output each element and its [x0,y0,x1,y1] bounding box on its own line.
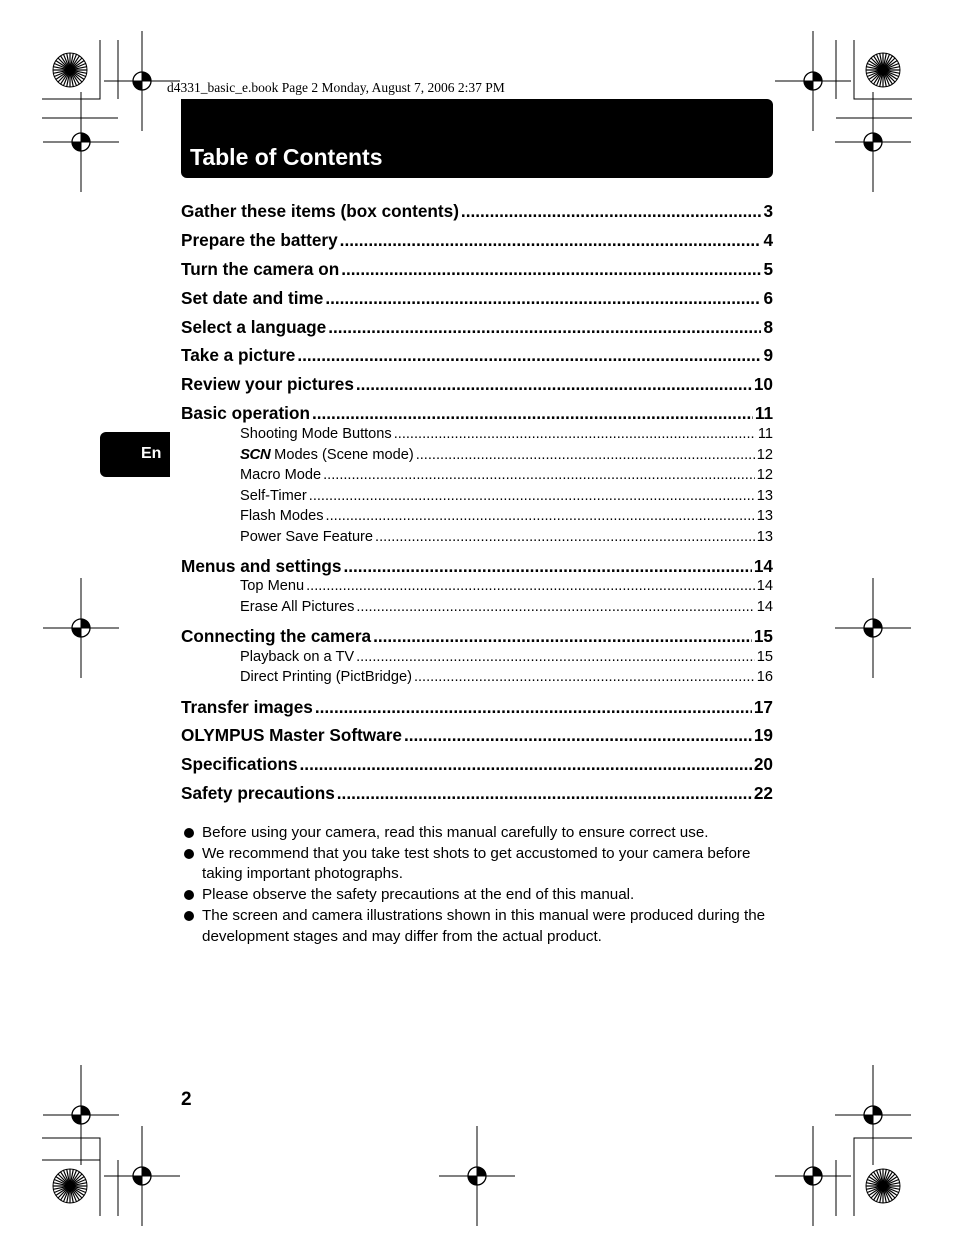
dot-leader [416,447,755,463]
toc-entry-page: 20 [753,754,773,774]
bullet-icon [184,911,194,921]
toc-entry-text: Specifications [181,754,298,774]
toc-entry [181,626,773,648]
page-title: Table of Contents [190,144,383,170]
toc-entry-page: 11 [754,403,773,423]
toc-entry-label [240,426,392,442]
bullet-icon [184,828,194,838]
toc-entry-text: Review your pictures [181,374,354,394]
toc-entry-label [240,578,304,594]
toc-entry [240,426,773,445]
toc-entry [181,725,773,747]
dot-leader [461,201,762,222]
toc-entry [181,783,773,805]
notes-list [184,823,774,947]
note-item [184,844,774,885]
toc-entry-text: Self-Timer [240,488,307,504]
toc-entry-text: Select a language [181,317,327,337]
toc-entry-label [240,599,354,615]
toc-entry [181,230,773,252]
dot-leader [341,259,761,280]
toc-entry-label [240,669,412,685]
toc-entry [181,259,773,281]
toc-entry-label [181,725,402,746]
toc-entry [240,446,773,465]
toc-entry-page: 13 [756,529,773,545]
toc-entry-label [181,345,295,366]
toc-entry-page: 3 [763,201,773,221]
dot-leader [315,697,752,718]
toc-entry [240,467,773,486]
dot-leader [323,467,755,483]
note-item [184,906,774,947]
toc-entry-label [240,488,307,504]
dot-leader [312,403,753,424]
toc-entry-text: Top Menu [240,578,305,594]
toc-entry-page: 13 [756,508,773,524]
toc-entry-label [181,259,339,280]
toc-entry-label [240,467,321,483]
toc-entry-page: 6 [763,288,773,308]
toc-entry-label [181,626,371,647]
toc-entry-text: Shooting Mode Buttons [240,426,392,442]
toc-entry-page: 15 [753,626,773,646]
toc-entry-label [240,508,324,524]
toc-entry-label [181,754,298,775]
note-text: Please observe the safety precautions at the end of this manual. [202,886,635,904]
toc-entry-page: 12 [756,447,773,463]
note-item [184,823,774,844]
toc-entry [181,345,773,367]
toc-entry-page: 4 [763,230,773,250]
toc-entry-text: Modes (Scene mode) [274,447,414,463]
dot-leader [375,529,755,545]
dot-leader [356,374,752,395]
toc-entry-page: 15 [756,649,773,665]
toc-entry-label [181,403,310,424]
toc-entry-text: Turn the camera on [181,259,340,279]
dot-leader [337,783,752,804]
toc-entry [240,599,773,618]
dot-leader [328,317,761,338]
page-number: 2 [181,1089,192,1110]
toc-entry-page: 12 [756,467,773,483]
toc-entry [240,488,773,507]
toc-entry-text: Macro Mode [240,467,322,483]
toc-entry [181,288,773,310]
bullet-icon [184,890,194,900]
toc-entry-text: Power Save Feature [240,529,374,545]
toc-entry [181,754,773,776]
dot-leader [394,426,756,442]
toc-entry-page: 14 [756,599,773,615]
title-bar [181,99,773,178]
dot-leader [356,649,755,665]
note-text: Before using your camera, read this manual carefully to ensure correct use. [202,824,709,841]
toc-entry-page: 22 [753,783,773,803]
toc-entry-text: Set date and time [181,288,324,308]
toc-entry-label [181,556,341,577]
toc-entry-text: Gather these items (box contents) [181,201,459,221]
toc-entry [181,374,773,396]
dot-leader [309,488,755,504]
toc-entry-label [181,288,323,309]
toc-entry [181,403,773,425]
dot-leader [326,508,755,524]
toc-entry-label [240,446,414,463]
toc-entry-text: Menus and settings [181,556,342,576]
toc-entry-page: 19 [753,725,773,745]
toc-entry-label [181,783,335,804]
toc-entry-text: Prepare the battery [181,230,338,250]
toc-entry-page: 8 [763,317,773,337]
toc-entry [240,649,773,668]
toc-entry [240,669,773,688]
dot-leader [373,626,752,647]
dot-leader [404,725,752,746]
toc-entry-text: Direct Printing (PictBridge) [240,669,412,685]
toc-entry [181,697,773,719]
toc-entry-page: 17 [753,697,773,717]
toc-entry-page: 16 [756,669,773,685]
scene-mode-icon: SCN [240,446,271,463]
bullet-icon [184,849,194,859]
toc-entry-label [181,317,326,338]
toc-entry-text: Transfer images [181,697,313,717]
toc-entry-text: Safety precautions [181,783,335,803]
toc-entry-page: 10 [753,374,773,394]
toc-entry-text: Take a picture [181,345,296,365]
toc-entry-label [181,697,313,718]
toc-entry [181,317,773,339]
toc-entry-page: 14 [756,578,773,594]
note-text: We recommend that you take test shots to get accustomed to your camera before taking important photographs. [202,844,751,883]
toc-entry [181,201,773,223]
note-item [184,885,774,906]
toc-entry-label [181,201,459,222]
toc-entry-page: 14 [753,556,773,576]
dot-leader [306,578,755,594]
dot-leader [356,599,754,615]
dot-leader [343,556,751,577]
toc-entry-label [181,374,354,395]
toc-entry-text: OLYMPUS Master Software [181,725,402,745]
toc-entry-label [240,529,373,545]
dot-leader [414,669,755,685]
file-info-header: d4331_basic_e.book Page 2 Monday, August 7, 2006 2:37 PM [167,80,505,95]
dot-leader [300,754,752,775]
toc-entry-page: 5 [763,259,773,279]
toc-entry [181,556,773,578]
toc-entry-label [240,649,354,665]
toc-entry-text: Flash Modes [240,508,324,524]
dot-leader [340,230,762,251]
toc-entry-text: Basic operation [181,403,310,423]
toc-entry-text: Erase All Pictures [240,599,355,615]
toc-entry-text: Connecting the camera [181,626,372,646]
toc-entry [240,508,773,527]
toc-entry-page: 11 [757,426,773,442]
toc-entry-text: Playback on a TV [240,649,355,665]
note-text: The screen and camera illustrations shown in this manual were produced during the development stages and may differ from the actual product. [202,906,766,945]
toc-entry-page: 13 [756,488,773,504]
toc-entry-page: 9 [763,345,773,365]
toc-entry [240,578,773,597]
toc-entry [240,529,773,548]
toc-entry-label [181,230,338,251]
language-tab [100,432,170,477]
dot-leader [325,288,761,309]
dot-leader [297,345,761,366]
language-tab-label: En [141,445,162,462]
